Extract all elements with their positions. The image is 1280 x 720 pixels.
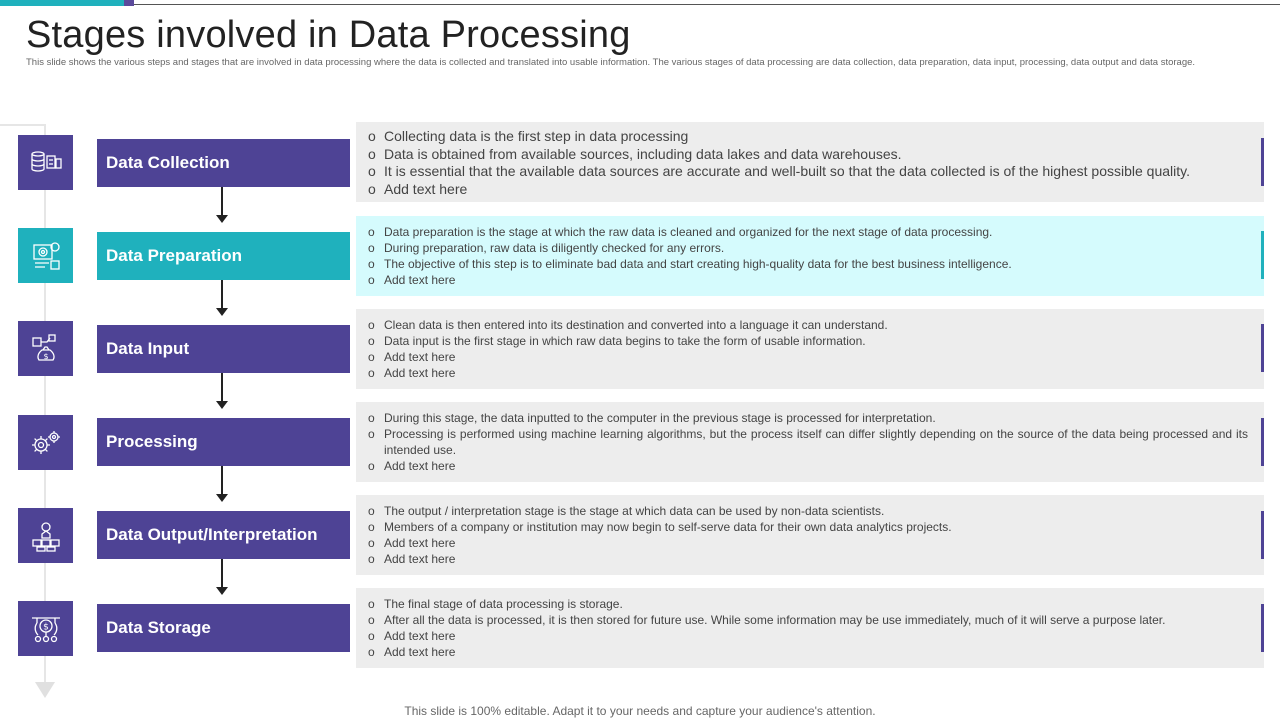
stage-description-data-input: [356, 309, 1264, 389]
list-item: o It is essential that the available data sources are accurate and well-built so that the data collected is of the highest possible quality.: [368, 163, 1248, 181]
connector-arrow-icon: [216, 215, 228, 223]
data-preparation-icon: [18, 228, 73, 283]
connector-arrow-icon: [216, 401, 228, 409]
description-accent-bar: [1261, 418, 1264, 466]
list-item: o Data preparation is the stage at which the raw data is cleaned and organized for the next stage of data processing.: [368, 224, 1248, 240]
connector-arrow-icon: [216, 308, 228, 316]
svg-text:$: $: [42, 351, 49, 361]
connector-line: [221, 187, 223, 215]
connector-line: [221, 280, 223, 308]
description-accent-bar: [1261, 511, 1264, 559]
connector-arrow-icon: [216, 587, 228, 595]
stage-label-processing: Processing: [94, 418, 350, 466]
list-item: o Add text here: [368, 628, 1248, 644]
database-icon: [18, 135, 73, 190]
top-rule: [134, 4, 1280, 5]
list-item: o Add text here: [368, 365, 1248, 381]
footer-note: This slide is 100% editable. Adapt it to your needs and capture your audience's attention.: [404, 704, 876, 718]
list-item: o Data input is the first stage in which raw data begins to take the form of usable information.: [368, 333, 1248, 349]
list-item: o The final stage of data processing is storage.: [368, 596, 1248, 612]
description-accent-bar: [1261, 604, 1264, 652]
top-accent-bar: [0, 0, 124, 6]
gears-icon: [18, 415, 73, 470]
flow-line: [42, 124, 49, 684]
list-item: o Add text here: [368, 349, 1248, 365]
stage-label-data-input: Data Input: [94, 325, 350, 373]
list-item: o Processing is performed using machine learning algorithms, but the process itself can differ slightly depending on the source of the data being processed and its intended use.: [368, 426, 1248, 458]
list-item: o Add text here: [368, 181, 1248, 199]
list-item: o Clean data is then entered into its destination and converted into a language it can understand.: [368, 317, 1248, 333]
list-item: o During preparation, raw data is diligently checked for any errors.: [368, 240, 1248, 256]
list-item: o The output / interpretation stage is the stage at which data can be used by non-data scientists.: [368, 503, 1248, 519]
stage-description-data-storage: [356, 588, 1264, 668]
connector-arrow-icon: [216, 494, 228, 502]
connector-line: [221, 466, 223, 494]
stage-label-data-collection: Data Collection: [94, 139, 350, 187]
list-item: o Add text here: [368, 272, 1248, 288]
flow-arrow-icon: [35, 682, 55, 698]
list-item: o Add text here: [368, 644, 1248, 660]
list-item: o Collecting data is the first step in data processing: [368, 128, 1248, 146]
list-item: o During this stage, the data inputted to the computer in the previous stage is processed for interpretation.: [368, 410, 1248, 426]
list-item: o After all the data is processed, it is then stored for future use. While some information may be use immediately, much of it will serve a purpose later.: [368, 612, 1248, 628]
flow-top-line: [0, 124, 46, 126]
storage-network-icon: [18, 601, 73, 656]
connector-line: [221, 559, 223, 587]
stage-description-data-preparation: [356, 216, 1264, 296]
money-bag-input-icon: [18, 321, 73, 376]
description-accent-bar: [1261, 324, 1264, 372]
stage-description-data-collection: [356, 122, 1264, 202]
top-accent-bar-purple: [124, 0, 134, 6]
list-item: o Add text here: [368, 458, 1248, 474]
output-network-icon: [18, 508, 73, 563]
list-item: o Data is obtained from available sources, including data lakes and data warehouses.: [368, 146, 1248, 164]
svg-text:$: $: [42, 622, 49, 632]
connector-line: [221, 373, 223, 401]
list-item: o Add text here: [368, 535, 1248, 551]
description-accent-bar: [1261, 231, 1264, 279]
stage-label-data-storage: Data Storage: [94, 604, 350, 652]
page-title: Stages involved in Data Processing: [26, 14, 631, 56]
stage-label-data-preparation: Data Preparation: [94, 232, 350, 280]
stage-description-processing: [356, 402, 1264, 482]
list-item: o Add text here: [368, 551, 1248, 567]
stage-label-data-output-interpretation: Data Output/Interpretation: [94, 511, 350, 559]
list-item: o The objective of this step is to eliminate bad data and start creating high-quality data for the best business intelligence.: [368, 256, 1248, 272]
list-item: o Members of a company or institution may now begin to self-serve data for their own data analytics projects.: [368, 519, 1248, 535]
description-accent-bar: [1261, 138, 1264, 186]
stage-description-data-output: [356, 495, 1264, 575]
page-subtitle: This slide shows the various steps and stages that are involved in data processing where the data is collected and translated into usable information. The various stages of data processing are data collection, data preparation, data input, processing, data output and data storage.: [26, 57, 1196, 68]
